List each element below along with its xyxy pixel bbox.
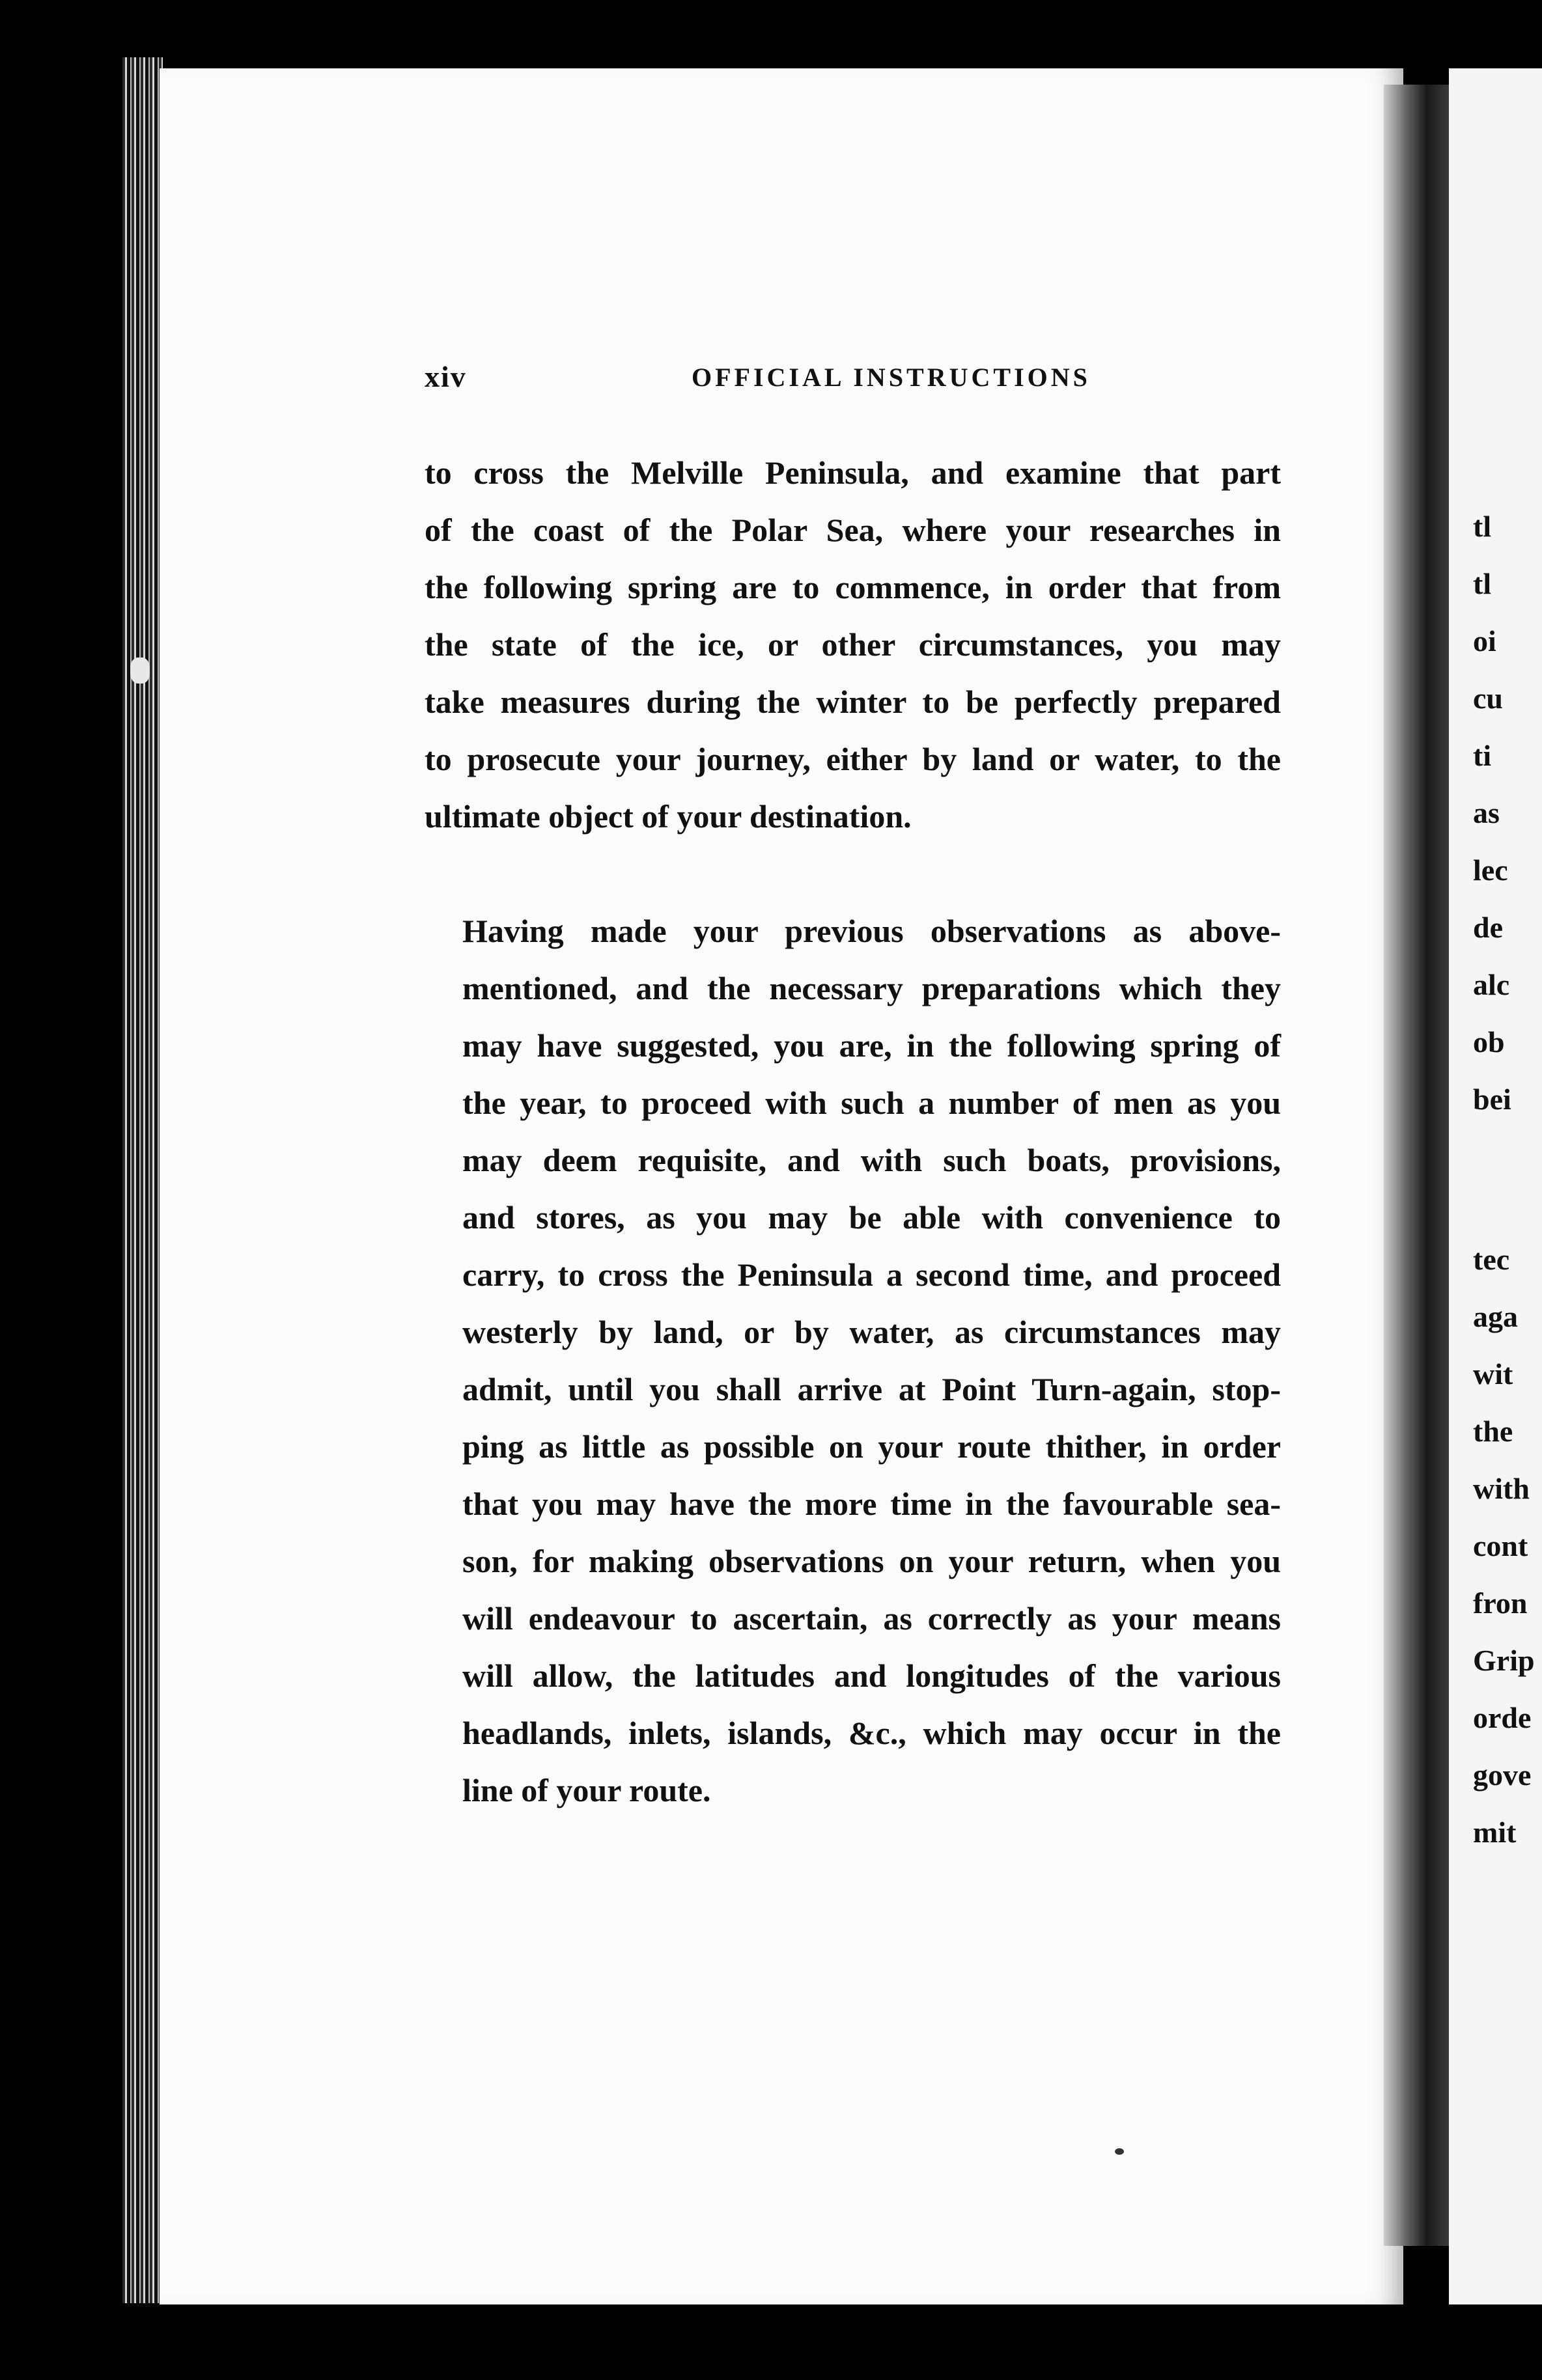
paper-speck	[1115, 2148, 1124, 2155]
text-line: to prosecute your journey, either by land or water, to the	[425, 741, 1281, 777]
text-line: line of your route.	[462, 1772, 711, 1808]
text-line: that you may have the more time in the favourable sea-	[462, 1486, 1281, 1522]
body-text	[425, 444, 1281, 1819]
facing-fragment: tl	[1473, 510, 1492, 543]
facing-fragment: with	[1473, 1472, 1530, 1505]
text-line: son, for making observations on your return, when you	[462, 1543, 1281, 1579]
text-line: take measures during the winter to be perfectly prepared	[425, 684, 1281, 720]
text-line: of the coast of the Polar Sea, where your researches in	[425, 512, 1281, 548]
text-line: to cross the Melville Peninsula, and examine that part	[425, 454, 1281, 491]
text-line: headlands, inlets, islands, &c., which may occur in the	[462, 1715, 1281, 1751]
facing-fragment: the	[1473, 1415, 1513, 1448]
facing-fragment: tec	[1473, 1243, 1510, 1276]
facing-fragment: bei	[1473, 1083, 1511, 1116]
text-line: mentioned, and the necessary preparations which they	[462, 970, 1281, 1006]
facing-fragment: ob	[1473, 1025, 1505, 1059]
page-number: xiv	[425, 360, 467, 393]
text-line: the year, to proceed with such a number of men as you	[462, 1085, 1281, 1121]
text-line: the state of the ice, or other circumstances, you may	[425, 626, 1281, 663]
text-line: the following spring are to commence, in order that from	[425, 569, 1281, 605]
text-line: admit, until you shall arrive at Point Turn-again, stop-	[462, 1371, 1281, 1407]
facing-fragment: orde	[1473, 1701, 1532, 1734]
facing-fragment: ti	[1473, 739, 1492, 772]
facing-fragment: lec	[1473, 853, 1508, 887]
text-line: carry, to cross the Peninsula a second time, and proceed	[462, 1256, 1281, 1293]
facing-fragment: wit	[1473, 1357, 1513, 1391]
text-line: may deem requisite, and with such boats, provisions,	[462, 1142, 1281, 1178]
binding-tear	[130, 657, 150, 684]
text-line: may have suggested, you are, in the following spring of	[462, 1027, 1281, 1064]
text-line: will allow, the latitudes and longitudes of the various	[462, 1657, 1281, 1694]
page-gutter-shadow	[1384, 85, 1455, 2246]
running-head: OFFICIAL INSTRUCTIONS	[692, 363, 1091, 392]
facing-fragment: cont	[1473, 1529, 1528, 1562]
book-binding-edge	[122, 57, 163, 2303]
facing-fragment: fron	[1473, 1586, 1528, 1620]
facing-fragment: aga	[1473, 1300, 1518, 1333]
facing-fragment: mit	[1473, 1816, 1517, 1849]
facing-fragment: alc	[1473, 968, 1510, 1001]
facing-fragment: gove	[1473, 1758, 1532, 1792]
text-line: will endeavour to ascertain, as correctly as your means	[462, 1600, 1281, 1637]
facing-fragment: as	[1473, 796, 1500, 829]
facing-fragment: cu	[1473, 682, 1503, 715]
facing-fragment: de	[1473, 911, 1503, 944]
facing-fragment: tl	[1473, 567, 1492, 600]
text-line: and stores, as you may be able with convenience to	[462, 1199, 1281, 1236]
facing-fragment: Grip	[1473, 1644, 1535, 1677]
paragraph-1	[425, 444, 1281, 845]
facing-fragment: oi	[1473, 624, 1496, 657]
paragraph-2	[425, 902, 1281, 1819]
text-line: westerly by land, or by water, as circumstances may	[462, 1314, 1281, 1350]
text-line: ultimate object of your destination.	[425, 798, 912, 835]
page-header	[425, 359, 1278, 398]
right-page-edge	[1449, 68, 1542, 2304]
text-line: ping as little as possible on your route thither, in order	[462, 1428, 1281, 1465]
text-line: Having made your previous observations as above-	[462, 913, 1281, 949]
